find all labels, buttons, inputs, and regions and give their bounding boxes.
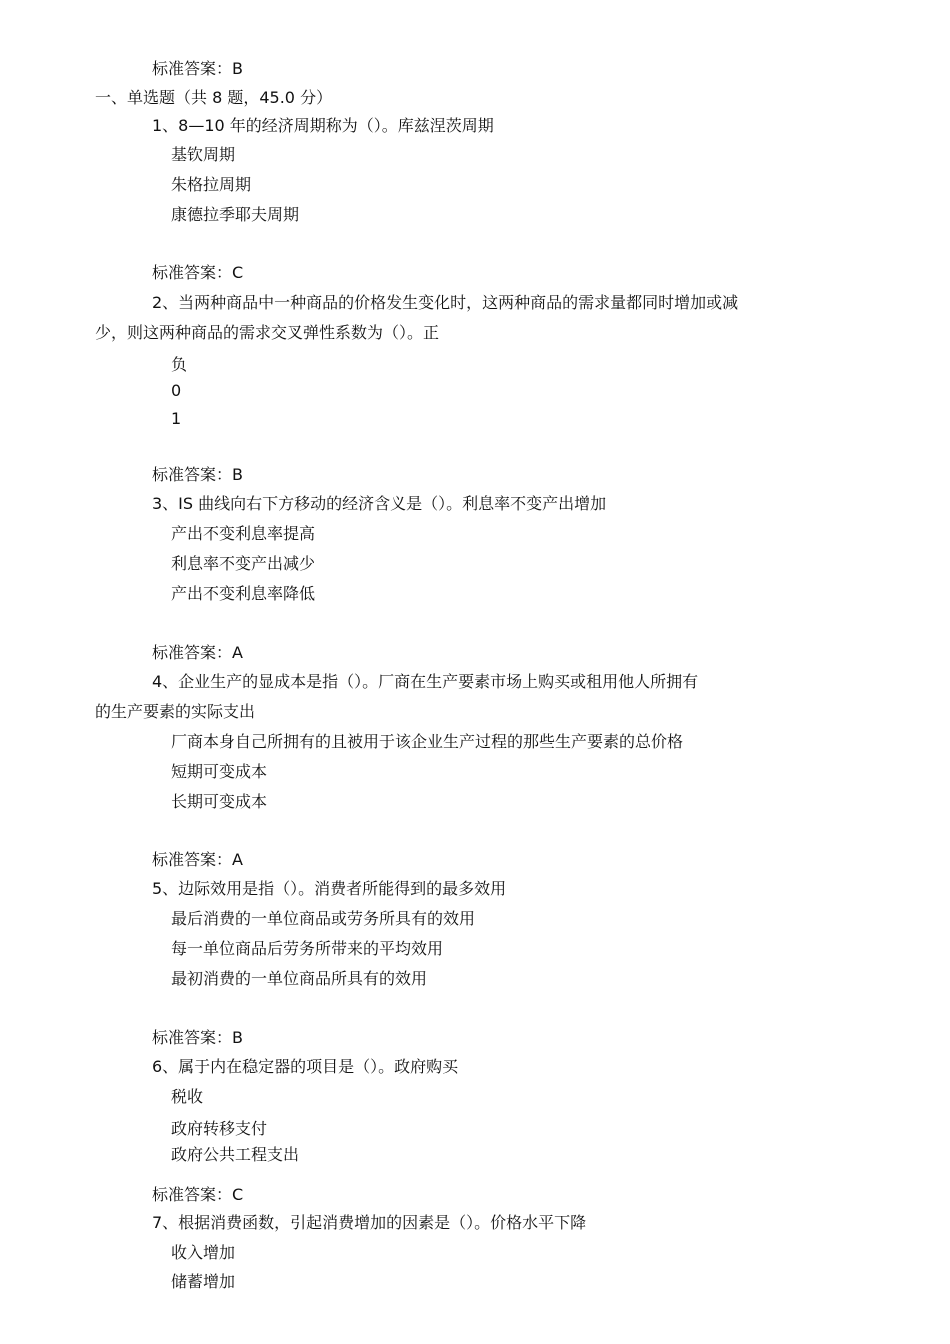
- question-6: 6、属于内在稳定器的项目是（）。政府购买: [152, 1057, 459, 1076]
- option: 储蓄增加: [171, 1272, 236, 1291]
- option: 朱格拉周期: [171, 175, 252, 194]
- option: 康德拉季耶夫周期: [171, 205, 300, 224]
- option: 厂商本身自己所拥有的且被用于该企业生产过程的那些生产要素的总价格: [171, 732, 684, 751]
- question-2: 2、当两种商品中一种商品的价格发生变化时，这两种商品的需求量都同时增加或减: [152, 293, 739, 312]
- answer-line: 标准答案：A: [152, 850, 243, 869]
- option: 短期可变成本: [171, 762, 268, 781]
- question-2-cont: 少，则这两种商品的需求交叉弹性系数为（）。正: [95, 323, 440, 342]
- question-7: 7、根据消费函数，引起消费增加的因素是（）。价格水平下降: [152, 1213, 587, 1232]
- option: 产出不变利息率降低: [171, 584, 316, 603]
- question-4-cont: 的生产要素的实际支出: [95, 702, 256, 721]
- answer-line: 标准答案：C: [152, 263, 244, 282]
- question-1: 1、8—10 年的经济周期称为（）。库兹涅茨周期: [152, 116, 494, 135]
- option: 利息率不变产出减少: [171, 554, 316, 573]
- option: 政府公共工程支出: [171, 1145, 300, 1164]
- section-heading: 一、单选题（共 8 题，45.0 分）: [95, 88, 333, 107]
- option: 每一单位商品后劳务所带来的平均效用: [171, 939, 444, 958]
- option: 1: [171, 409, 182, 428]
- option: 基钦周期: [171, 145, 236, 164]
- answer-line: 标准答案：B: [152, 465, 243, 484]
- option: 政府转移支付: [171, 1119, 268, 1138]
- option: 最后消费的一单位商品或劳务所具有的效用: [171, 909, 476, 928]
- answer-line: 标准答案：B: [152, 1028, 243, 1047]
- option: 负: [171, 355, 188, 374]
- option: 0: [171, 381, 182, 400]
- answer-line: 标准答案：A: [152, 643, 243, 662]
- question-3: 3、IS 曲线向右下方移动的经济含义是（）。利息率不变产出增加: [152, 494, 607, 513]
- question-4: 4、企业生产的显成本是指（）。厂商在生产要素市场上购买或租用他人所拥有: [152, 672, 699, 691]
- option: 税收: [171, 1087, 204, 1106]
- option: 长期可变成本: [171, 792, 268, 811]
- question-5: 5、边际效用是指（）。消费者所能得到的最多效用: [152, 879, 507, 898]
- answer-line: 标准答案：C: [152, 1185, 244, 1204]
- option: 最初消费的一单位商品所具有的效用: [171, 969, 428, 988]
- option: 收入增加: [171, 1243, 236, 1262]
- option: 产出不变利息率提高: [171, 524, 316, 543]
- answer-line: 标准答案：B: [152, 59, 243, 78]
